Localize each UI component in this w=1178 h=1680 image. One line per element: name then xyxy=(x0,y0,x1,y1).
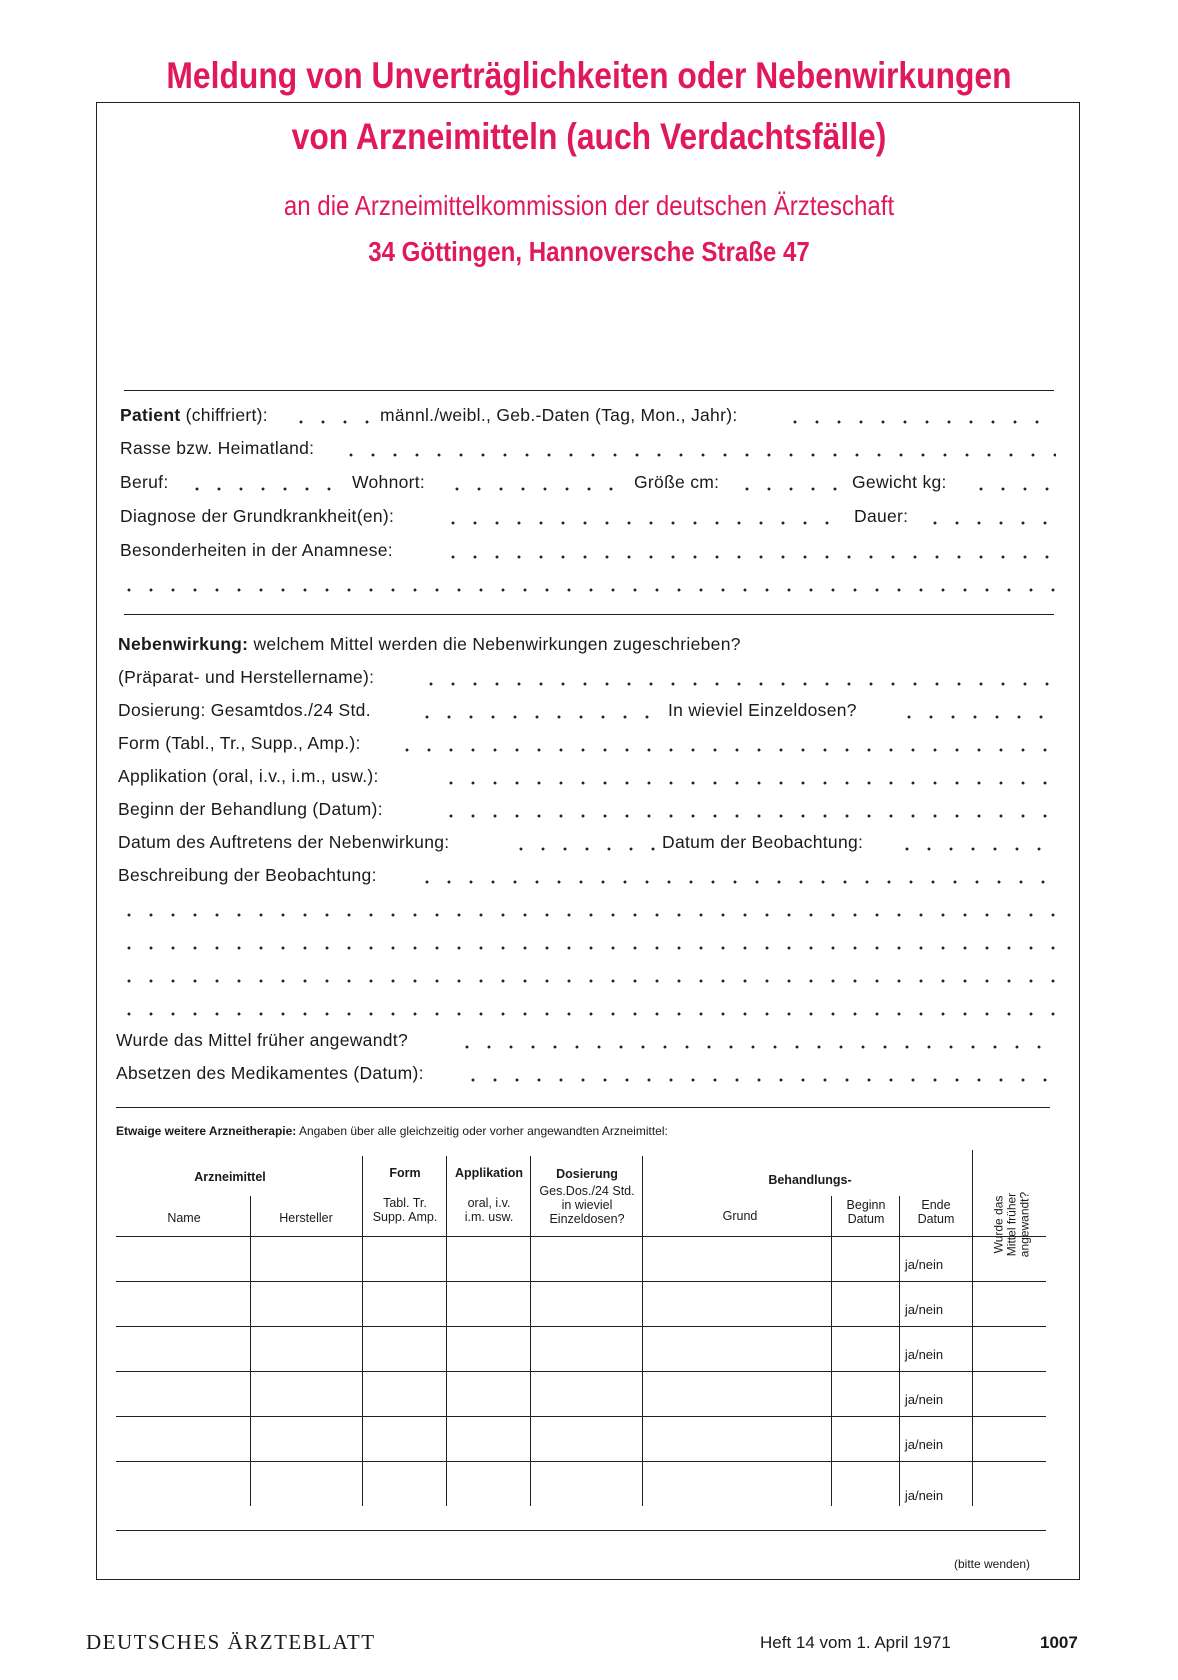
applikation-label: Applikation (oral, i.v., i.m., usw.): xyxy=(118,766,379,786)
col-dosierung: Dosierung xyxy=(556,1167,618,1181)
frueher-label: Wurde das Mittel früher angewandt? xyxy=(116,1030,408,1050)
diagnose-label: Diagnose der Grundkrankheit(en): xyxy=(120,506,395,526)
table-row-rule xyxy=(116,1281,1046,1282)
ja-nein-choice[interactable]: ja/nein xyxy=(904,1437,944,1452)
col-ende2: Datum xyxy=(917,1212,955,1226)
form-recipient: an die Arzneimittelkommission der deutschen Ärzteschaft xyxy=(283,190,895,221)
patient-heading: Patient xyxy=(120,405,181,425)
dosierung-label: Dosierung: Gesamtdos./24 Std. xyxy=(118,700,371,720)
beschreibung-label: Beschreibung der Beobachtung: xyxy=(118,865,377,885)
besonderheiten-label: Besonderheiten in der Anamnese: xyxy=(120,540,393,560)
table-col-separator xyxy=(642,1156,643,1506)
table-col-separator xyxy=(831,1196,832,1506)
therapie-heading-row xyxy=(116,1124,668,1138)
col-arzneimittel: Arzneimittel xyxy=(194,1170,266,1184)
einzeldosen-label: In wieviel Einzeldosen? xyxy=(668,700,857,720)
table-col-separator xyxy=(250,1196,251,1506)
table-col-separator xyxy=(446,1156,447,1506)
nebenwirkung-row xyxy=(118,634,741,655)
applikation-field[interactable] xyxy=(440,781,1056,785)
datum-beobachtung-label: Datum der Beobachtung: xyxy=(662,832,864,852)
absetzen-field[interactable] xyxy=(462,1078,1056,1082)
ja-nein-choice[interactable]: ja/nein xyxy=(904,1257,944,1272)
form-label: Form (Tabl., Tr., Supp., Amp.): xyxy=(118,733,361,753)
datum-auftreten-field[interactable] xyxy=(510,847,656,851)
therapie-heading: Etwaige weitere Arzneitherapie: xyxy=(116,1124,297,1138)
therapie-subheading: Angaben über alle gleichzeitig oder vorher angewandten Arzneimittel: xyxy=(298,1124,668,1138)
birthdate-field[interactable] xyxy=(784,420,1056,424)
col-dos-sub1: Ges.Dos./24 Std. xyxy=(539,1184,635,1198)
table-row-rule xyxy=(116,1416,1046,1417)
table-col-separator xyxy=(362,1156,363,1506)
col-dos-sub xyxy=(532,1184,642,1226)
table-row-rule xyxy=(116,1461,1046,1462)
table-header-rule xyxy=(116,1236,1046,1237)
table-bottom-rule xyxy=(116,1530,1046,1531)
col-dos-sub3: Einzeldosen? xyxy=(549,1212,625,1226)
form-address: 34 Göttingen, Hannoversche Straße 47 xyxy=(368,236,810,267)
patient-chiffriert-label: (chiffriert): xyxy=(185,405,268,425)
col-frueher1: Wurde das xyxy=(991,1195,1006,1254)
col-ende xyxy=(901,1198,971,1226)
gewicht-label: Gewicht kg: xyxy=(852,472,947,492)
bitte-wenden: (bitte wenden) xyxy=(954,1557,1031,1571)
beschreibung-field[interactable] xyxy=(416,880,1056,884)
beschreibung-field-5[interactable] xyxy=(118,1012,1056,1016)
col-ende1: Ende xyxy=(921,1198,951,1212)
praeparat-field[interactable] xyxy=(420,682,1056,686)
table-row-rule xyxy=(116,1371,1046,1372)
ja-nein-choice[interactable]: ja/nein xyxy=(904,1347,944,1362)
col-appl-sub1: oral, i.v. xyxy=(467,1196,511,1210)
rasse-field[interactable] xyxy=(340,453,1056,457)
form-field[interactable] xyxy=(396,748,1056,752)
beginn-field[interactable] xyxy=(440,814,1056,818)
besonderheiten-field-2[interactable] xyxy=(118,588,1056,592)
diagnose-field[interactable] xyxy=(442,521,838,525)
col-form-sub xyxy=(364,1196,446,1224)
col-beginn xyxy=(833,1198,899,1226)
col-dos-sub2: in wieviel xyxy=(561,1198,613,1212)
col-grund: Grund xyxy=(722,1209,758,1223)
divider xyxy=(116,1107,1050,1108)
beschreibung-field-3[interactable] xyxy=(118,946,1056,950)
dauer-label: Dauer: xyxy=(854,506,909,526)
col-form-sub2: Supp. Amp. xyxy=(372,1210,438,1224)
col-hersteller: Hersteller xyxy=(279,1211,333,1225)
beginn-label: Beginn der Behandlung (Datum): xyxy=(118,799,383,819)
col-applikation: Applikation xyxy=(454,1166,524,1180)
table-col-separator xyxy=(530,1156,531,1506)
col-name: Name xyxy=(167,1211,201,1225)
beruf-label: Beruf: xyxy=(120,472,169,492)
col-appl-sub2: i.m. usw. xyxy=(464,1210,514,1224)
divider xyxy=(124,390,1054,391)
wohnort-label: Wohnort: xyxy=(352,472,426,492)
beruf-field[interactable] xyxy=(186,487,336,491)
wohnort-field[interactable] xyxy=(446,487,630,491)
table-col-separator xyxy=(972,1150,973,1506)
col-frueher3: angewandt? xyxy=(1017,1191,1032,1258)
divider xyxy=(124,614,1054,615)
beschreibung-field-4[interactable] xyxy=(118,979,1056,983)
datum-auftreten-label: Datum des Auftretens der Nebenwirkung: xyxy=(118,832,450,852)
groesse-field[interactable] xyxy=(736,487,846,491)
praeparat-label: (Präparat- und Herstellername): xyxy=(118,667,375,687)
patient-row1 xyxy=(120,405,268,426)
col-form: Form xyxy=(389,1166,421,1180)
ja-nein-choice[interactable]: ja/nein xyxy=(904,1392,944,1407)
table-row-rule xyxy=(116,1326,1046,1327)
beschreibung-field-2[interactable] xyxy=(118,913,1056,917)
form-title-line1: Meldung von Unverträglichkeiten oder Nebenwirkungen xyxy=(166,55,1012,96)
col-beginn2: Datum xyxy=(847,1212,885,1226)
col-beginn1: Beginn xyxy=(846,1198,886,1212)
issue-info: Heft 14 vom 1. April 1971 xyxy=(760,1633,951,1652)
rasse-label: Rasse bzw. Heimatland: xyxy=(120,438,315,458)
einzeldosen-field[interactable] xyxy=(898,715,1056,719)
form-title-line2: von Arzneimitteln (auch Verdachtsfälle) xyxy=(291,116,887,157)
col-form-sub1: Tabl. Tr. xyxy=(383,1196,427,1210)
journal-name: DEUTSCHES ÄRZTEBLATT xyxy=(86,1630,376,1654)
ja-nein-choice[interactable]: ja/nein xyxy=(904,1302,944,1317)
gender-birthdate-label: männl./weibl., Geb.-Daten (Tag, Mon., Jahr): xyxy=(380,405,738,425)
ja-nein-choice[interactable]: ja/nein xyxy=(904,1488,944,1503)
groesse-label: Größe cm: xyxy=(634,472,720,492)
dauer-field[interactable] xyxy=(924,521,1056,525)
col-appl-sub xyxy=(448,1196,530,1224)
col-frueher xyxy=(993,1180,1032,1270)
col-frueher2: Mittel früher xyxy=(1004,1192,1019,1257)
besonderheiten-field[interactable] xyxy=(442,555,1056,559)
nebenwirkung-question: welchem Mittel werden die Nebenwirkungen zugeschrieben? xyxy=(253,634,741,654)
nebenwirkung-heading: Nebenwirkung: xyxy=(118,634,249,654)
datum-beobachtung-field[interactable] xyxy=(896,847,1056,851)
gewicht-field[interactable] xyxy=(970,487,1056,491)
patient-id-field[interactable] xyxy=(290,420,370,424)
page-number: 1007 xyxy=(1040,1633,1078,1652)
dosierung-field[interactable] xyxy=(416,715,660,719)
frueher-field[interactable] xyxy=(456,1045,1056,1049)
col-behandlung: Behandlungs- xyxy=(768,1173,852,1187)
absetzen-label: Absetzen des Medikamentes (Datum): xyxy=(116,1063,424,1083)
